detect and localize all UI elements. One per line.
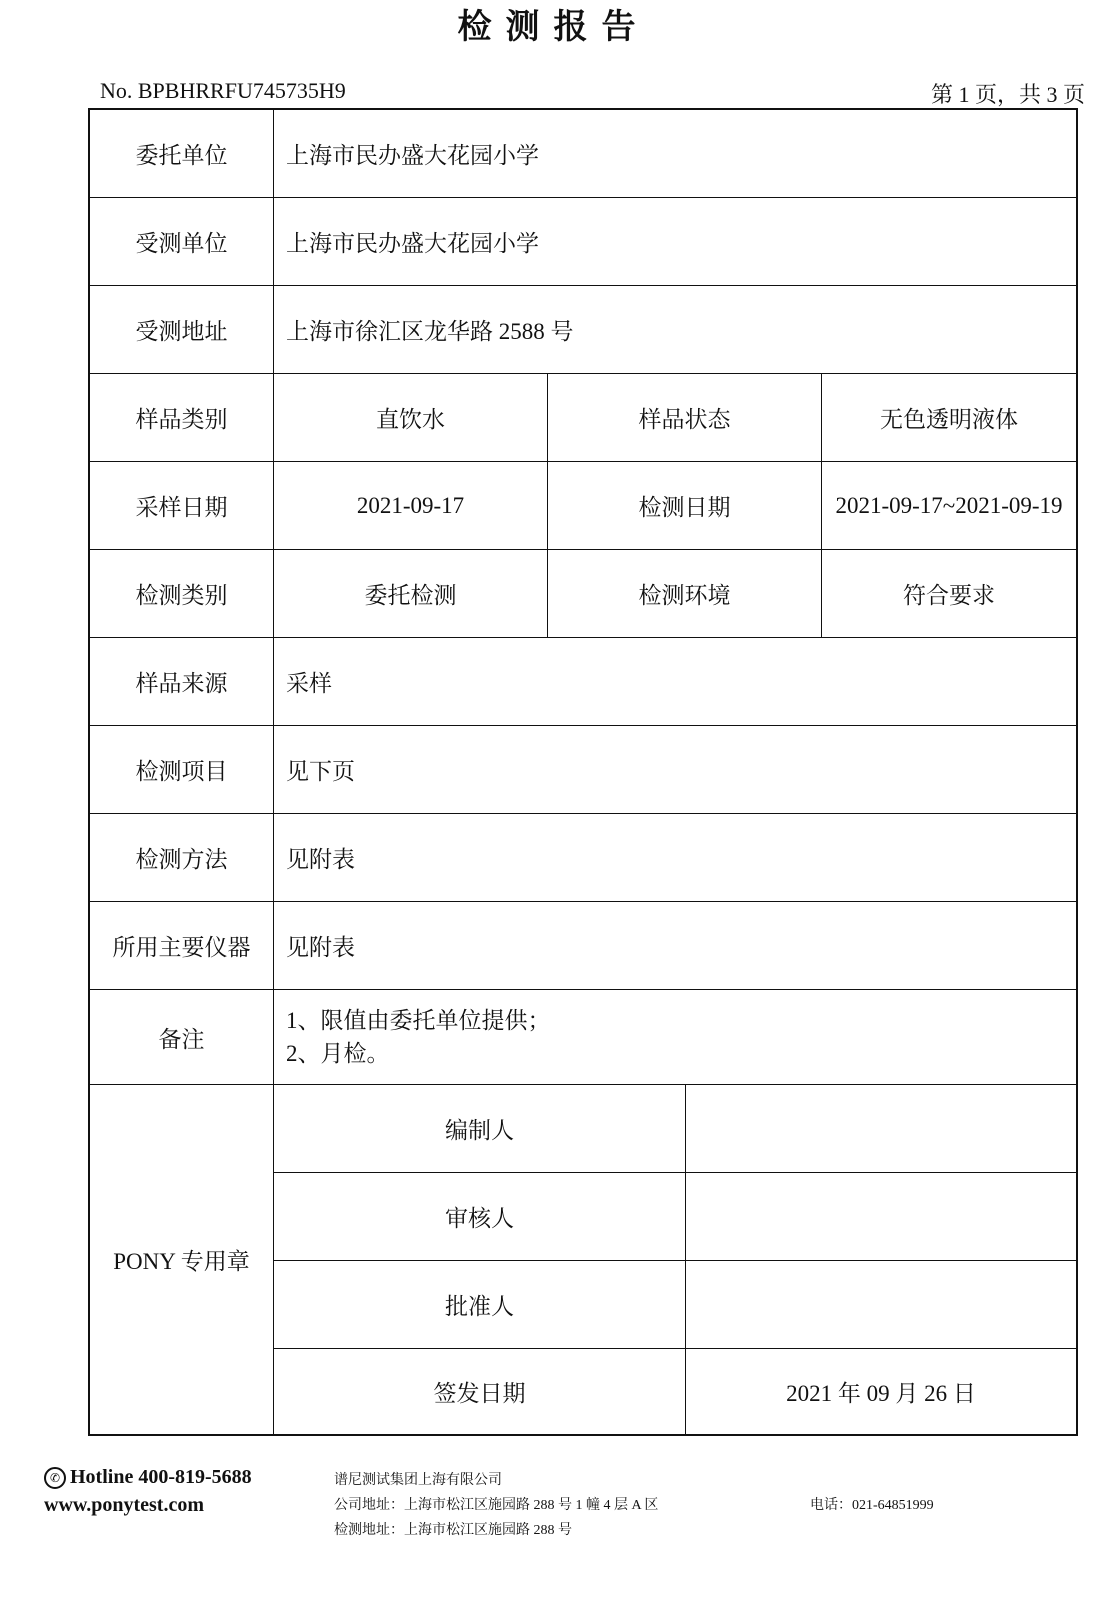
test-environment-label: 检测环境 bbox=[548, 550, 822, 637]
issue-date-label: 签发日期 bbox=[274, 1349, 686, 1434]
page-info: 第 1 页，共 3 页 bbox=[930, 82, 1085, 107]
company-name: 谱尼测试集团上海有限公司 bbox=[334, 1473, 502, 1488]
client-value: 上海市民办盛大花园小学 bbox=[286, 143, 539, 168]
row-tested-unit bbox=[90, 198, 1076, 286]
remark-line-2: 2、月检。 bbox=[286, 1041, 390, 1066]
row-issue-date bbox=[274, 1349, 1076, 1434]
sample-type-label: 样品类别 bbox=[90, 374, 274, 461]
test-method-label: 检测方法 bbox=[90, 814, 274, 901]
row-test-items bbox=[90, 726, 1076, 814]
reviewed-by-label: 审核人 bbox=[274, 1173, 686, 1260]
row-test-type bbox=[90, 550, 1076, 638]
company-phone: 电话：021-64851999 bbox=[810, 1498, 934, 1513]
report-table bbox=[88, 108, 1078, 1436]
address-label: 受测地址 bbox=[90, 286, 274, 373]
sample-type-value: 直饮水 bbox=[274, 374, 548, 461]
reviewed-by-value bbox=[686, 1173, 1076, 1260]
approved-by-value bbox=[686, 1261, 1076, 1348]
row-instruments bbox=[90, 902, 1076, 990]
address-value: 上海市徐汇区龙华路 2588 号 bbox=[286, 319, 574, 344]
row-client bbox=[90, 110, 1076, 198]
prepared-by-value bbox=[686, 1085, 1076, 1172]
row-reviewed-by bbox=[274, 1173, 1076, 1261]
test-type-value: 委托检测 bbox=[274, 550, 548, 637]
row-dates bbox=[90, 462, 1076, 550]
sample-source-label: 样品来源 bbox=[90, 638, 274, 725]
test-type-label: 检测类别 bbox=[90, 550, 274, 637]
remark-line-1: 1、限值由委托单位提供； bbox=[286, 1008, 551, 1033]
sampling-date-value: 2021-09-17 bbox=[274, 462, 548, 549]
prepared-by-label: 编制人 bbox=[274, 1085, 686, 1172]
test-environment-value: 符合要求 bbox=[903, 583, 995, 608]
test-items-value: 见下页 bbox=[286, 759, 355, 784]
test-items-label: 检测项目 bbox=[90, 726, 274, 813]
row-test-method bbox=[90, 814, 1076, 902]
instruments-value: 见附表 bbox=[286, 935, 355, 960]
lab-address: 检测地址：上海市松江区施园路 288 号 bbox=[334, 1523, 572, 1538]
row-remarks bbox=[90, 990, 1076, 1085]
company-address: 公司地址：上海市松江区施园路 288 号 1 幢 4 层 A 区 bbox=[334, 1498, 659, 1513]
row-prepared-by bbox=[274, 1085, 1076, 1173]
approved-by-label: 批准人 bbox=[274, 1261, 686, 1348]
tested-unit-value: 上海市民办盛大花园小学 bbox=[286, 231, 539, 256]
hotline-text: Hotline 400-819-5688 bbox=[70, 1466, 252, 1488]
test-method-value: 见附表 bbox=[286, 847, 355, 872]
website-link[interactable]: www.ponytest.com bbox=[44, 1494, 204, 1516]
row-sample-source bbox=[90, 638, 1076, 726]
row-approved-by bbox=[274, 1261, 1076, 1349]
test-date-value: 2021-09-17~2021-09-19 bbox=[835, 492, 1063, 518]
remarks-label: 备注 bbox=[90, 990, 274, 1084]
client-label: 委托单位 bbox=[90, 110, 274, 197]
phone-icon: ✆ bbox=[44, 1467, 66, 1489]
instruments-label: 所用主要仪器 bbox=[90, 902, 274, 989]
page-title: 检测报告 bbox=[457, 7, 650, 47]
sample-state-label: 样品状态 bbox=[548, 374, 822, 461]
sampling-date-label: 采样日期 bbox=[90, 462, 274, 549]
report-number: No. BPBHRRFU745735H9 bbox=[100, 78, 346, 103]
hotline bbox=[44, 1466, 252, 1489]
row-address bbox=[90, 286, 1076, 374]
stamp-label: PONY 专用章 bbox=[90, 1085, 274, 1434]
remarks-value bbox=[274, 990, 1076, 1084]
issue-date-value: 2021 年 09 月 26 日 bbox=[786, 1381, 976, 1406]
test-date-label: 检测日期 bbox=[548, 462, 822, 549]
row-sample-type bbox=[90, 374, 1076, 462]
tested-unit-label: 受测单位 bbox=[90, 198, 274, 285]
sample-state-value: 无色透明液体 bbox=[880, 407, 1018, 432]
sample-source-value: 采样 bbox=[286, 671, 332, 696]
